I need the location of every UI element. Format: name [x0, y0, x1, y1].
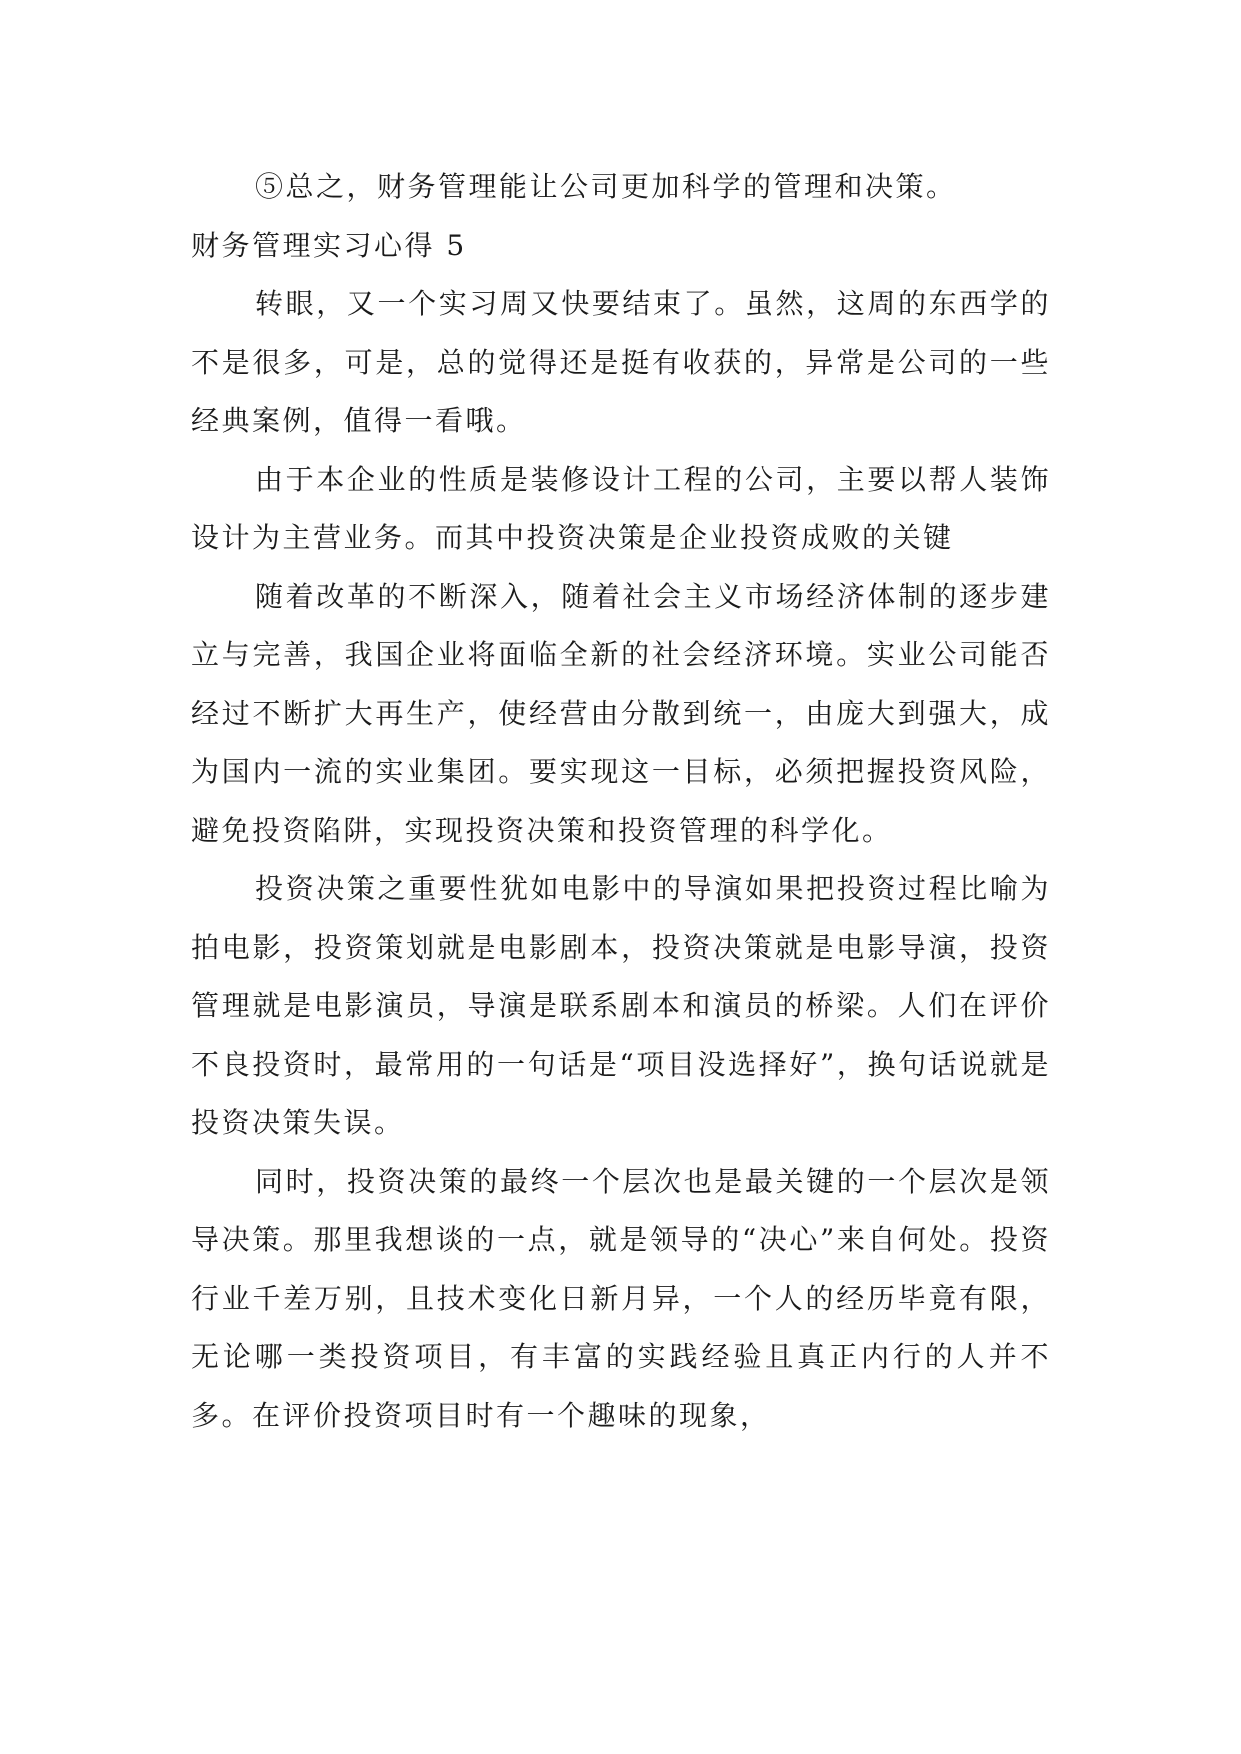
- section-heading: 财务管理实习心得 5: [191, 228, 467, 262]
- paragraph-leadership-decision: 同时，投资决策的最终一个层次也是最关键的一个层次是领导决策。那里我想谈的一点，就是领导的“决心”来自何处。投资行业千差万别，且技术变化日新月异，一个人的经历毕竟有限，无论哪一类投资项目，有丰富的实践经验且真正内行的人并不多。在评价投资项目时有一个趣味的现象，: [191, 1164, 1051, 1432]
- paragraph-company-nature: 由于本企业的性质是装修设计工程的公司，主要以帮人装饰设计为主营业务。而其中投资决策是企业投资成败的关键: [191, 462, 1051, 554]
- paragraph-conclusion: ⑤总之，财务管理能让公司更加科学的管理和决策。: [255, 170, 957, 203]
- paragraph-reform: 随着改革的不断深入，随着社会主义市场经济体制的逐步建立与完善，我国企业将面临全新的社会经济环境。实业公司能否经过不断扩大再生产，使经营由分散到统一，由庞大到强大，成为国内一流的实业集团。要实现这一目标，必须把握投资风险，避免投资陷阱，实现投资决策和投资管理的科学化。: [191, 579, 1051, 847]
- paragraph-investment-importance: 投资决策之重要性犹如电影中的导演如果把投资过程比喻为拍电影，投资策划就是电影剧本，投资决策就是电影导演，投资管理就是电影演员，导演是联系剧本和演员的桥梁。人们在评价不良投资时，最常用的一句话是“项目没选择好”，换句话说就是投资决策失误。: [191, 872, 1051, 1139]
- paragraph-intro: 转眼，又一个实习周又快要结束了。虽然，这周的东西学的不是很多，可是，总的觉得还是挺有收获的，异常是公司的一些经典案例，值得一看哦。: [191, 287, 1051, 437]
- document-body: [191, 158, 1051, 1445]
